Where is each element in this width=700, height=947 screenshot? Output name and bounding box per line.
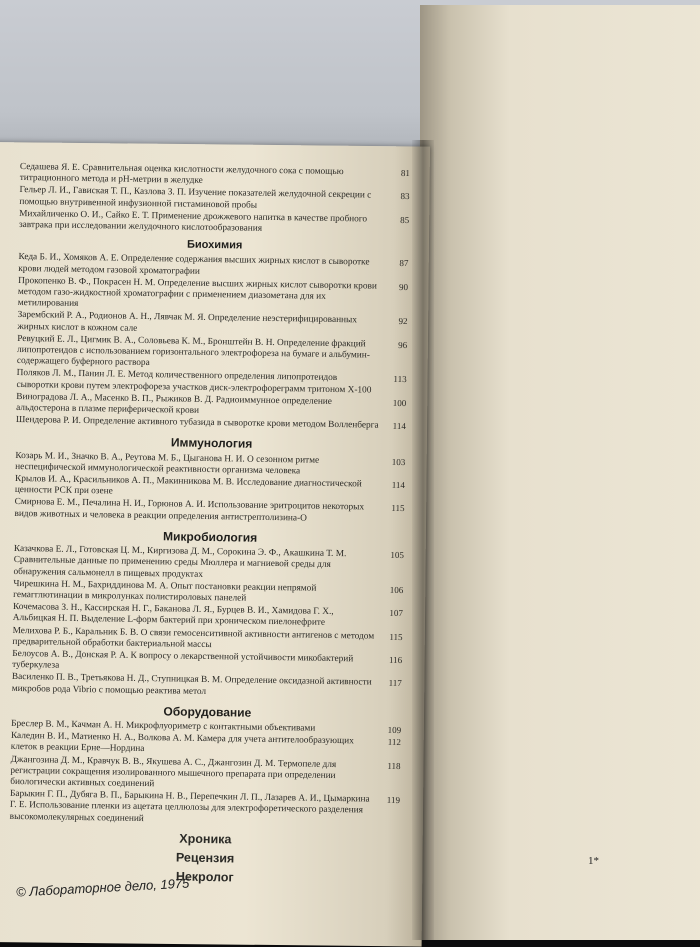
toc-page-number: 100 <box>392 397 407 408</box>
toc-entry-text: Чирешкина Н. М., Бахриддинова М. А. Опыт постановки реакции непрямой гемагглютинации в микролунках полистироловых панелей <box>13 578 317 604</box>
toc-page-number: 114 <box>391 479 406 491</box>
equipment-entries <box>10 719 404 829</box>
toc-page-number: 83 <box>400 191 410 202</box>
toc-entry-text: Шендерова Р. И. Определение активного тубазида в сыворотке крови методом Волленберга <box>15 415 379 431</box>
footer-sections <box>9 831 402 887</box>
toc-entry-text: Седашева Я. Е. Сравнительная оценка кислотности желудочного сока с помощью титрационного метода и рН-метрии в желудке <box>19 162 344 187</box>
toc-page-number: 116 <box>388 654 403 665</box>
toc-page-number: 106 <box>389 584 404 595</box>
gastro-entries <box>19 162 412 237</box>
toc-page-number: 90 <box>399 281 409 292</box>
toc-entry <box>17 334 409 374</box>
toc-entry-text: Козарь М. И., Значко В. А., Реутова М. Б., Цыганова Н. И. О сезонном ритме неспецифической иммунологической реактивности организма человека <box>15 450 320 477</box>
toc-entry-text: Джангозина Д. М., Кравчук В. В., Якушева А. С., Джангозин Д. М. Термопеле для регистрации сокращения изолированного мышечного препарата при определении биологически активных соединений <box>10 754 337 790</box>
toc-entry-text: Прокопенко В. Ф., Покрасен Н. М. Определение высших жирных кислот сыворотки крови методом газо-жидкостной хроматографии с применением диазометана для их метилирования <box>17 275 377 310</box>
toc-page-number: 119 <box>386 794 401 806</box>
footer-section-title: Рецензия <box>175 850 235 866</box>
toc-page-number: 87 <box>399 258 409 269</box>
immuno-entries <box>14 451 407 526</box>
toc-entry-text: Смирнова Е. М., Печалина Н. И., Горюнов А. И. Использование эритроцитов некоторых видов животных и человека в реакции определения антистрептолизина-О <box>14 497 365 524</box>
section-heading-biochemistry: Биохимия <box>186 238 243 252</box>
toc-entry <box>10 754 402 794</box>
copyright-notice: © Лабораторное дело, 1975 <box>15 875 190 900</box>
toc-page-number: 113 <box>393 374 407 385</box>
toc-page-number: 112 <box>387 736 402 748</box>
toc-entry-text: Барыкин Г. П., Дубягa В. П., Барыкина Н. В., Перепечкин Л. П., Лазарев А. И., Цымаркина Г. Е. Использование пленки из ацетата целлюлозы для электрофоретического разделения высокомолекулярных соединений <box>9 789 370 824</box>
section-heading-microbiology: Микробиология <box>163 529 258 545</box>
toc-page-number: 92 <box>398 316 408 327</box>
toc-entry <box>18 276 410 316</box>
toc-entry-text: Бреслер В. М., Качман А. Н. Микрофлуориметр с контактными объективами <box>11 718 316 734</box>
toc-page-number: 115 <box>391 503 405 514</box>
toc-page-number: 114 <box>392 421 406 432</box>
toc-entry <box>14 497 406 526</box>
toc-entry <box>10 789 402 829</box>
toc-page-number: 107 <box>389 607 404 619</box>
section-heading-immunology: Иммунология <box>170 435 253 452</box>
toc-page-number: 109 <box>387 724 402 735</box>
toc-entry-text: Поляков Л. М., Панин Л. Е. Метод количественного определения липопротеидов сыворотки крови путем электрофореза участков диск-электрофореграмм тритоном Х-100 <box>16 368 372 396</box>
toc-entry-text: Крылов И. А., Красильников А. П., Макинникова М. В. Исследование диагностической ценности РСК при озене <box>14 474 362 497</box>
toc-entry <box>19 209 411 238</box>
table-of-contents <box>9 162 412 891</box>
toc-entry <box>13 544 405 584</box>
micro-entries <box>12 544 406 701</box>
toc-page-number: 85 <box>400 214 410 225</box>
toc-entry-text: Казачкова Е. Л., Готовская Ц. М., Киргизова Д. М., Сорокина Э. Ф., Акашкина Т. М. Сравнительные данные по применению среды Мюллера и магниевой среды для обнаружения сальмонелл в пищевых продуктах <box>13 544 347 580</box>
toc-entry-text: Михайличенко О. И., Сайко Е. Т. Применение дрожжевого напитка в качестве пробного завтрака при исследовании желудочного кислотообразования <box>18 208 368 234</box>
toc-page-number: 117 <box>388 678 402 689</box>
toc-entry-text: Каледин В. И., Матиенко Н. А., Волкова А. М. Камера для учета антителообразующих клеток в реакции Ерне—Нордина <box>10 731 354 755</box>
book-gutter <box>412 140 434 940</box>
toc-entry-text: Кочемасова З. Н., Кассирская Н. Г., Баканова Л. Я., Бурцев В. И., Хамидова Г. Х., Альбицкая Н. П. Выделение L-форм бактерий при хроническом пиелонефрите <box>12 602 334 629</box>
toc-entry-text: Белоусов А. В., Донская Р. А. К вопросу о лекарственной устойчивости микобактерий туберкулеза <box>12 648 354 671</box>
toc-page-number: 118 <box>387 760 401 771</box>
footer-section-title: Хроника <box>179 831 232 847</box>
toc-page-number: 96 <box>398 339 408 350</box>
biochem-entries <box>16 252 411 432</box>
toc-page-number: 103 <box>391 456 406 467</box>
toc-entry-text: Гельер Л. И., Гавиская Т. П., Казлова З. П. Изучение показателей желудочной секреции с помощью внутривенной инфузионной гистаминовой пробы <box>19 185 372 211</box>
toc-entry-text: Виноградова Л. А., Масенко В. П., Рыжиков В. Д. Радиоиммунное определение альдостерона в плазме периферической крови <box>16 391 333 416</box>
footnote-mark: 1* <box>588 855 599 867</box>
article-page <box>433 0 700 930</box>
toc-page-number: 81 <box>400 167 410 179</box>
toc-entry-text: Мелихова Р. Б., Каральник Б. В. О связи гемосенситивной активности антигенов с методом предварительной обработки бактериальной массы <box>12 625 375 650</box>
toc-entry-text: Василенко П. В., Третьякова Н. Д., Ступницкая В. М. Определение оксидазной активности микробов рода Vibrio с помощью реактива метол <box>11 672 372 697</box>
footer-section-title: Некролог <box>175 869 234 885</box>
toc-entry <box>12 672 404 701</box>
toc-page-number: 105 <box>390 549 404 561</box>
toc-entry-text: Зарембский Р. А., Родионов А. Н., Лявчак М. Я. Определение неэстерифицированных жирных кислот в кожном сале <box>17 310 358 334</box>
toc-entry-text: Кеда Б. И., Хомяков А. Е. Определение содержания высших жирных кислот в сыворотке крови людей методом газовой хроматографии <box>18 252 370 277</box>
section-heading-equipment: Оборудование <box>163 704 252 720</box>
toc-page-number: 115 <box>389 631 403 642</box>
toc-entry-text: Ревуцкий Е. Л., Цигмик В. А., Соловьева К. М., Бронштейн В. Н. Определение фракций липопротеидов с использованием горизонтального электрофореза на бумаге и альбумин-содержащего буферного раствора <box>16 333 370 369</box>
